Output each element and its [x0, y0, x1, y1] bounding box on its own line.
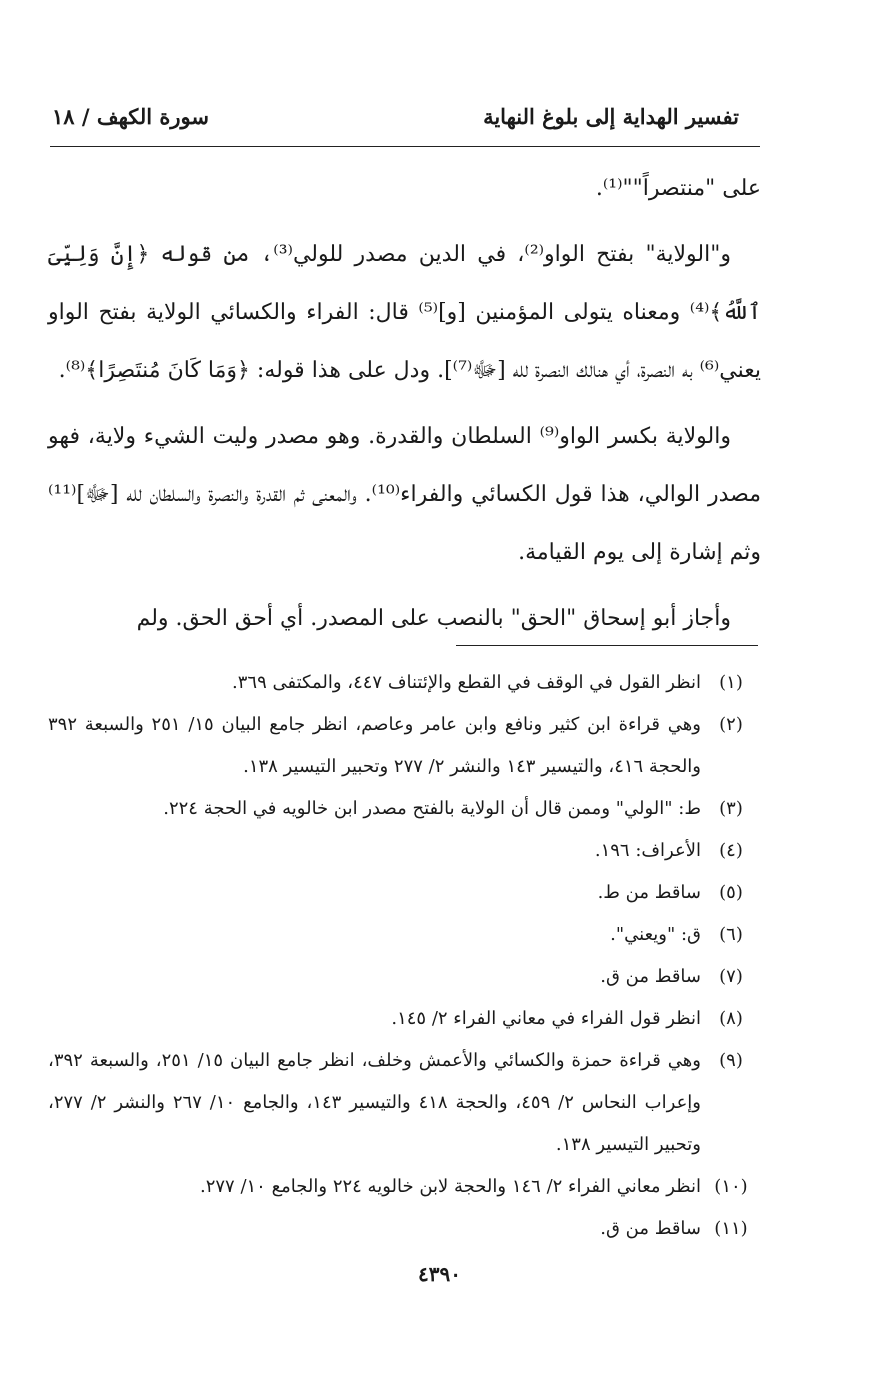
- footnote-number: (٣): [719, 798, 743, 819]
- footnote: [48, 998, 761, 1040]
- footnote-number: (١): [719, 672, 743, 693]
- main-text: [48, 160, 761, 656]
- footnote: [48, 914, 761, 956]
- footnote-text: انظر القول في الوقف في القطع والإئتناف ٤٤٧، والمكتفى ٣٦٩.: [232, 672, 701, 693]
- footnote-text: ق: "ويعني".: [610, 924, 701, 945]
- footnote-number: (١١): [714, 1218, 748, 1239]
- footnote-text: ساقط من ق.: [600, 1218, 701, 1239]
- footnote-number: (٤): [719, 840, 743, 861]
- footnote: [48, 788, 761, 830]
- footnote: [48, 1040, 761, 1166]
- header-rule: [50, 146, 760, 147]
- paragraph: و"الولاية" بفتح الواو⁽²⁾، في الدين مصدر للولي⁽³⁾، من قوله ﴿إِنَّ وَلِيِّىَ ٱللَّهُ﴾⁽⁴⁾ ومعناه يتولى المؤمنين [و]⁽⁵⁾ قال: الفراء والكسائي الولاية بفتح الواو يعني⁽⁶⁾ به النصرة، أي هنالك النصرة لله [ﷻ⁽⁷⁾]. ودل على هذا قوله: ﴿وَمَا كَانَ مُنتَصِرًا﴾⁽⁸⁾.: [48, 242, 761, 383]
- page-number: ٤٣٩٠: [418, 1262, 461, 1286]
- footnote: [48, 662, 761, 704]
- footnote-number: (٨): [719, 1008, 743, 1029]
- book-title: تفسير الهداية إلى بلوغ النهاية: [483, 104, 739, 129]
- footnote: [48, 1208, 761, 1250]
- footnote-text: وهي قراءة ابن كثير ونافع وابن عامر وعاصم، انظر جامع البيان ١٥/ ٢٥١ والسبعة ٣٩٢ والحجة ٤١٦، والتيسير ١٤٣ والنشر ٢/ ٢٧٧ وتحبير التيسير ١٣٨.: [48, 714, 701, 777]
- footnote: [48, 704, 761, 788]
- footnote-text: ساقط من ط.: [597, 882, 701, 903]
- footnote: [48, 956, 761, 998]
- paragraph: على "منتصراً""⁽¹⁾.: [595, 176, 761, 201]
- footnote-text: ط: "الولي" وممن قال أن الولاية بالفتح مصدر ابن خالويه في الحجة ٢٢٤.: [163, 798, 701, 819]
- footnote: [48, 1166, 761, 1208]
- footnote-number: (١٠): [714, 1176, 748, 1197]
- footnote-text: وهي قراءة حمزة والكسائي والأعمش وخلف، انظر جامع البيان ١٥/ ٢٥١، والسبعة ٣٩٢، وإعراب النحاس ٢/ ٤٥٩، والحجة ٤١٨ والتيسير ١٤٣، والجامع ١٠/ ٢٦٧ والنشر ٢/ ٢٧٧، وتحبير التيسير ١٣٨.: [48, 1050, 701, 1155]
- footnote-text: انظر معاني الفراء ٢/ ١٤٦ والحجة لابن خالويه ٢٢٤ والجامع ١٠/ ٢٧٧.: [199, 1176, 701, 1197]
- footnote-text: الأعراف: ١٩٦.: [594, 840, 701, 861]
- paragraph: وأجاز أبو إسحاق "الحق" بالنصب على المصدر. أي أحق الحق. ولم: [136, 606, 731, 631]
- footnote-number: (٧): [719, 966, 743, 987]
- footnote-separator: [456, 645, 758, 646]
- footnote-number: (٢): [719, 714, 743, 735]
- footnote: [48, 830, 761, 872]
- running-header: [52, 104, 739, 144]
- footnote-number: (٩): [719, 1050, 743, 1071]
- surah-reference: سورة الكهف / ١٨: [52, 104, 210, 129]
- footnote-number: (٦): [719, 924, 743, 945]
- footnotes: [48, 662, 761, 1250]
- paragraph: والولاية بكسر الواو⁽⁹⁾ السلطان والقدرة. وهو مصدر وليت الشيء ولاية، فهو مصدر الوالي، هذا قول الكسائي والفراء⁽¹⁰⁾. والمعنى ثم القدرة والنصرة والسلطان لله [ﷻ]⁽¹¹⁾ وثم إشارة إلى يوم القيامة.: [48, 424, 761, 565]
- footnote-text: انظر قول الفراء في معاني الفراء ٢/ ١٤٥.: [391, 1008, 701, 1029]
- footnote-text: ساقط من ق.: [600, 966, 701, 987]
- footnote: [48, 872, 761, 914]
- footnote-number: (٥): [719, 882, 743, 903]
